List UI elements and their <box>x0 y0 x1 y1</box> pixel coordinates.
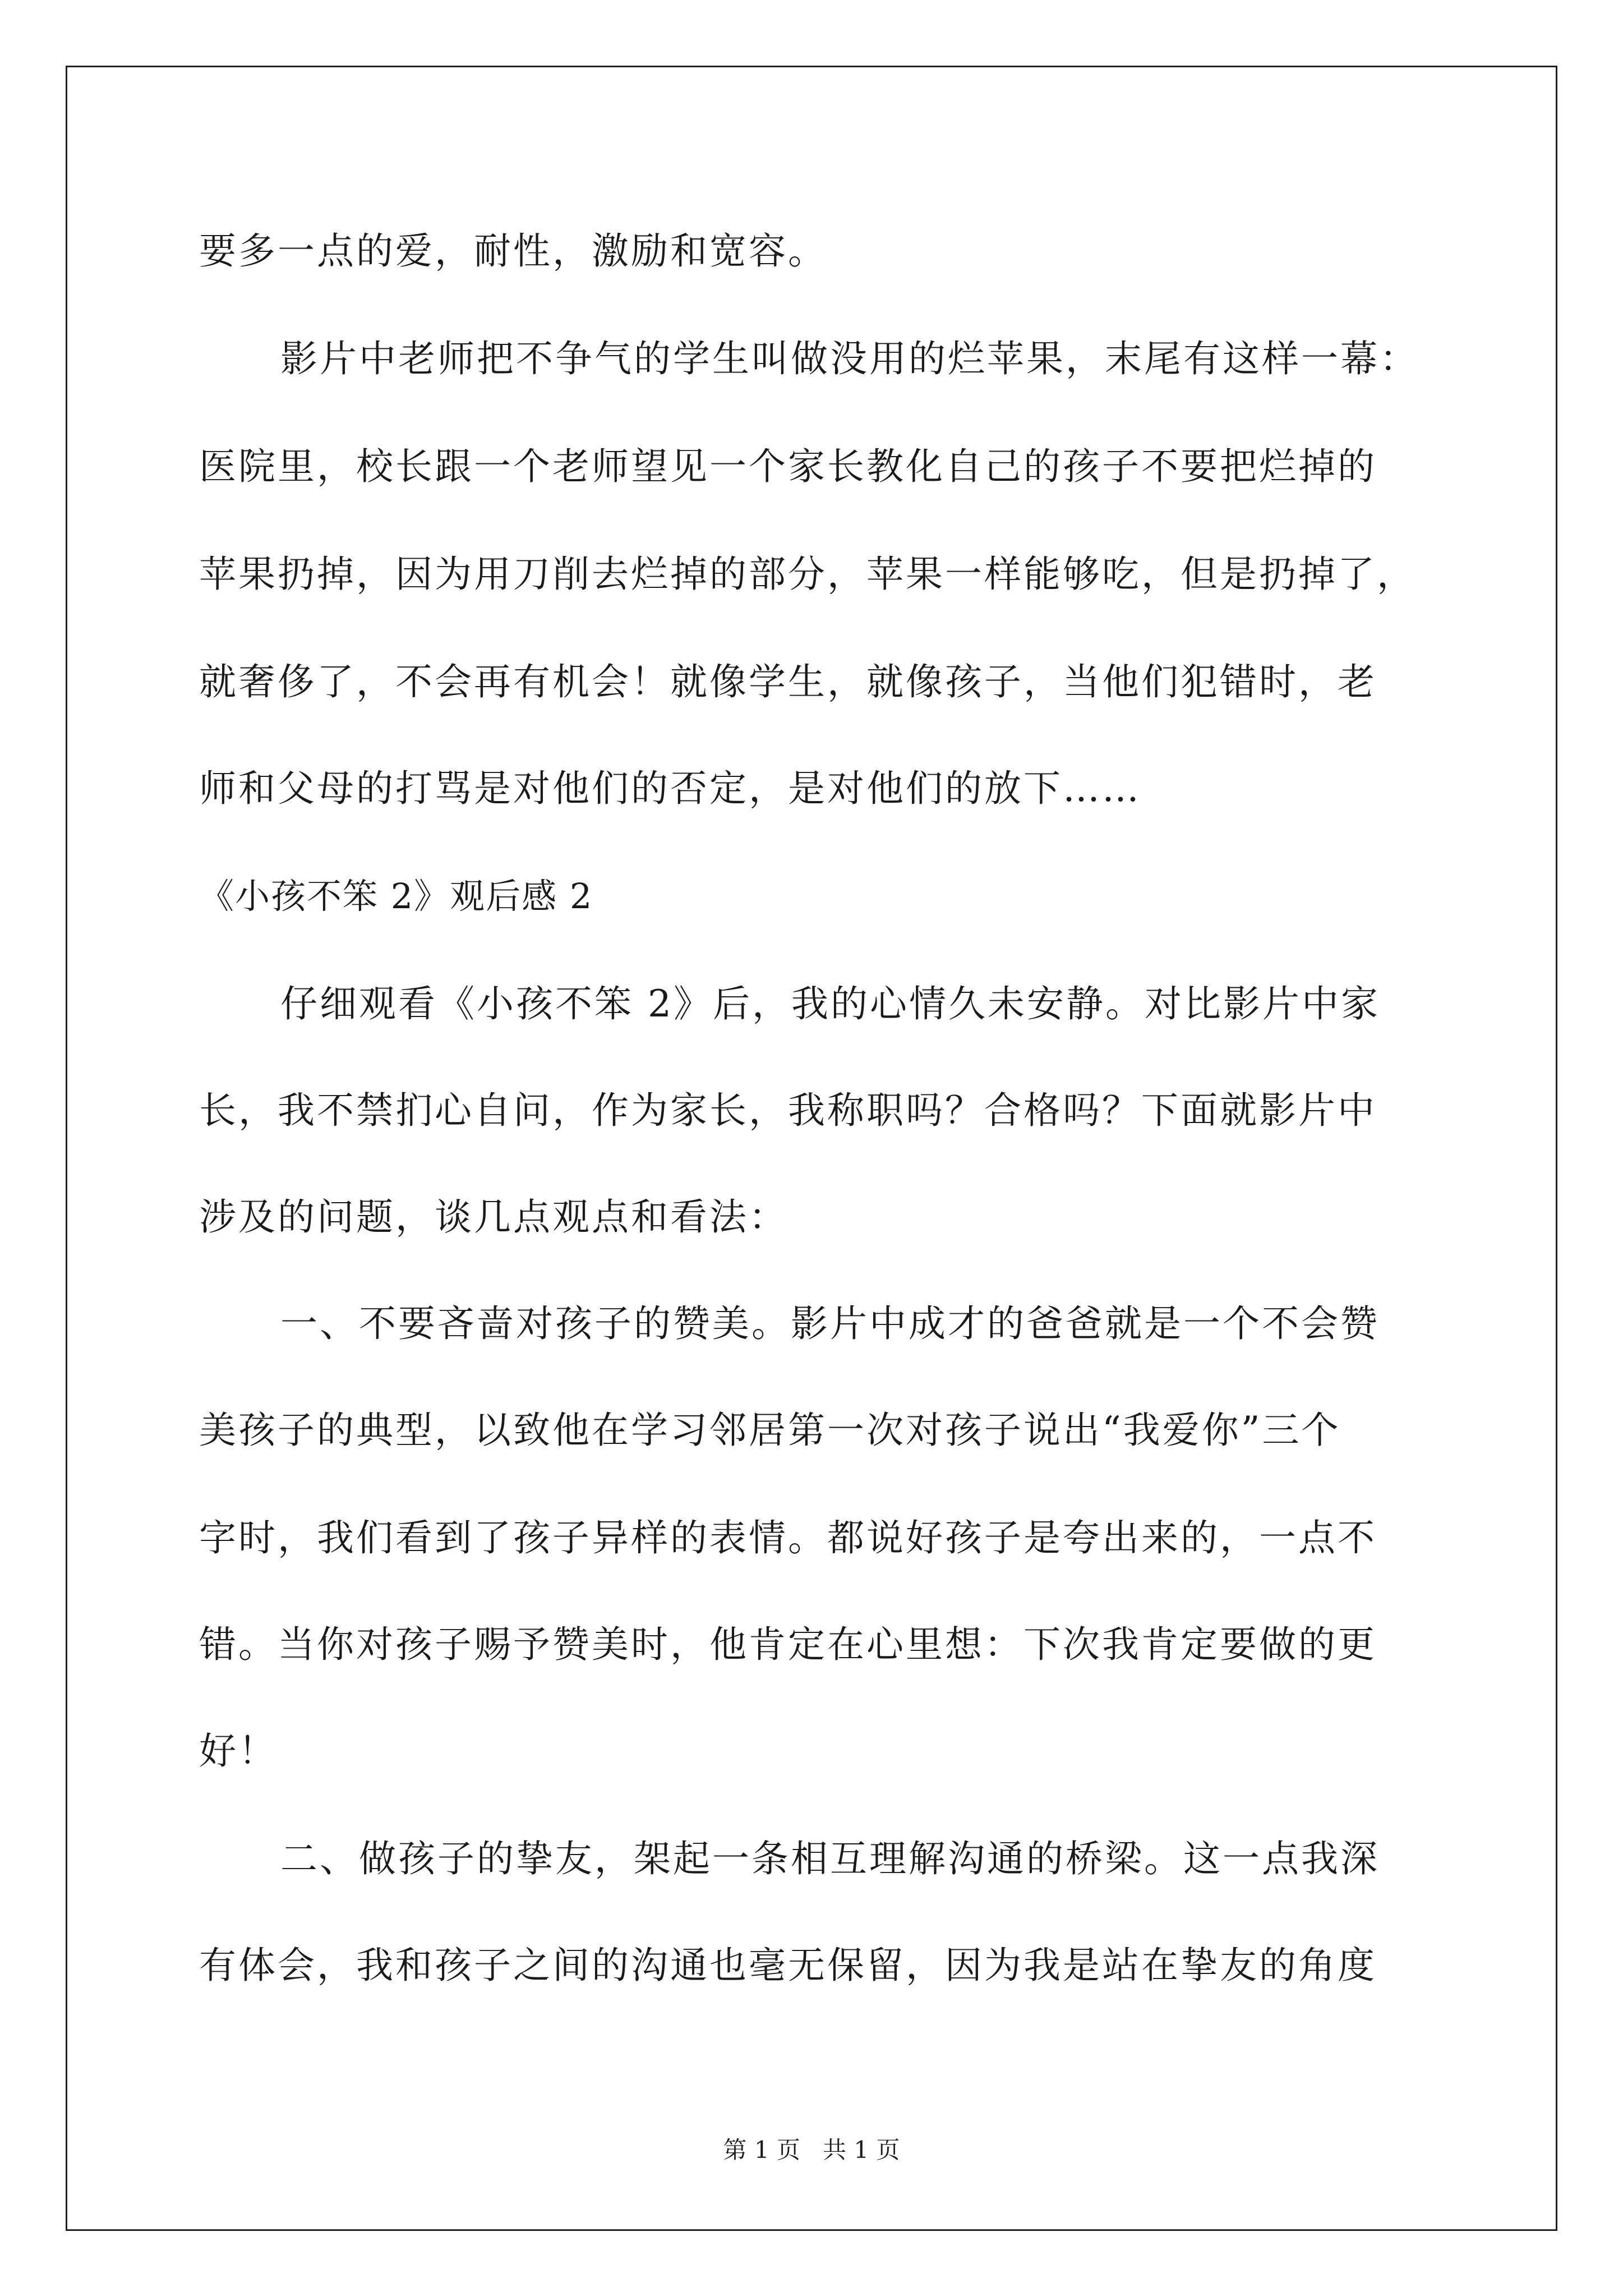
text-line: 长，我不禁扪心自问，作为家长，我称职吗？合格吗？下面就影片中 <box>199 1089 1377 1132</box>
text-line: 好！ <box>199 1729 278 1773</box>
section-heading: 《小孩不笨 2》观后感 2 <box>199 876 593 917</box>
text-line: 就奢侈了，不会再有机会！就像学生，就像孩子，当他们犯错时，老 <box>199 660 1377 703</box>
text-line: 师和父母的打骂是对他们的否定，是对他们的放下…… <box>199 767 1141 810</box>
text-line: 一、不要吝啬对孩子的赞美。影片中成才的爸爸就是一个不会赞 <box>280 1302 1380 1345</box>
text-line: 要多一点的爱，耐性，激励和宽容。 <box>199 229 827 273</box>
text-line: 苹果扔掉，因为用刀削去烂掉的部分，苹果一样能够吃，但是扔掉了， <box>199 553 1416 596</box>
text-line: 美孩子的典型，以致他在学习邻居第一次对孩子说出“我爱你”三个 <box>199 1409 1341 1452</box>
text-line: 有体会，我和孩子之间的沟通也毫无保留，因为我是站在挚友的角度 <box>199 1944 1377 1987</box>
text-line: 字时，我们看到了孩子异样的表情。都说好孩子是夸出来的，一点不 <box>199 1516 1377 1559</box>
text-line: 医院里，校长跟一个老师望见一个家长教化自己的孩子不要把烂掉的 <box>199 445 1377 488</box>
text-line: 影片中老师把不争气的学生叫做没用的烂苹果，末尾有这样一幕： <box>280 337 1419 380</box>
text-line: 错。当你对孩子赐予赞美时，他肯定在心里想：下次我肯定要做的更 <box>199 1623 1377 1666</box>
text-line: 二、做孩子的挚友，架起一条相互理解沟通的桥梁。这一点我深 <box>280 1837 1380 1880</box>
text-line: 仔细观看《小孩不笨 2》后，我的心情久未安静。对比影片中家 <box>280 982 1380 1025</box>
page-footer: 第 1 页 共 1 页 <box>723 2136 900 2164</box>
text-line: 涉及的问题，谈几点观点和看法： <box>199 1195 788 1239</box>
page-border <box>66 66 1557 2231</box>
